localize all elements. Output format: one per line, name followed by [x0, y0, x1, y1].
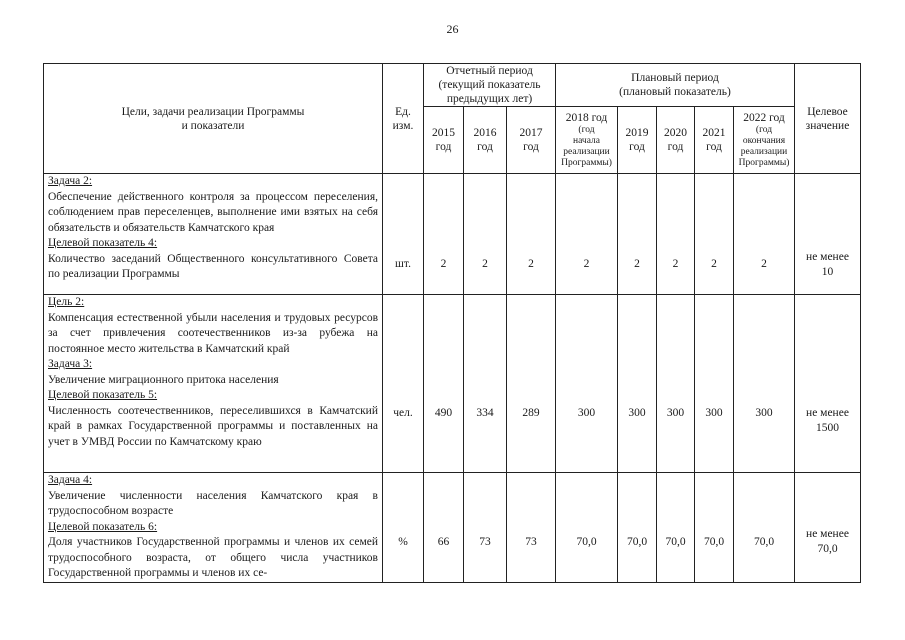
cell-2018: 70,0	[556, 473, 618, 583]
header-target: Целевое значение	[795, 64, 861, 174]
year-2019: 2019 год	[618, 107, 657, 174]
cell-2022: 2	[734, 174, 795, 295]
block-title: Задача 2:	[48, 175, 93, 187]
row-description	[44, 295, 383, 473]
cell-target: не менее 70,0	[795, 473, 861, 583]
block-title: Целевой показатель 4:	[48, 237, 158, 249]
page-number: 26	[446, 22, 459, 36]
cell-2022: 70,0	[734, 473, 795, 583]
cell-2017: 289	[507, 295, 556, 473]
cell-2019: 70,0	[618, 473, 657, 583]
block-title: Цель 2:	[48, 296, 85, 308]
cell-target: не менее 1500	[795, 295, 861, 473]
cell-2021: 70,0	[695, 473, 734, 583]
cell-2022: 300	[734, 295, 795, 473]
header-unit: Ед. изм.	[383, 64, 424, 174]
indicators-table	[43, 63, 861, 583]
cell-2020: 2	[657, 174, 695, 295]
row-description	[44, 473, 383, 583]
cell-2016: 2	[464, 174, 507, 295]
cell-2021: 2	[695, 174, 734, 295]
year-2020: 2020 год	[657, 107, 695, 174]
cell-2015: 2	[424, 174, 464, 295]
table-row	[44, 295, 861, 473]
year-2018-note: (год начала реализации Программы)	[561, 125, 612, 168]
cell-2020: 300	[657, 295, 695, 473]
year-2016: 2016 год	[464, 107, 507, 174]
block-text: Численность соотечественников, переселившихся в Камчатский край в рамках Государственной программы и поставленных на учет в УМВД России по Камчатскому краю	[48, 404, 378, 448]
block-text: Доля участников Государственной программы и членов их семей трудоспособного возраста, от общего числа участников Государственной программы и членов их се-	[48, 536, 378, 579]
cell-unit: шт.	[383, 174, 424, 295]
block-title: Задача 3:	[48, 358, 93, 370]
block-title: Целевой показатель 6:	[48, 520, 158, 533]
year-2017: 2017 год	[507, 107, 556, 174]
year-2022-note: (год окончания реализации Программы)	[738, 125, 790, 168]
year-2018: 2018 год (год начала реализации Программы)	[556, 107, 618, 174]
block-text: Количество заседаний Общественного консультативного Совета по реализации Программы	[48, 252, 378, 280]
year-2015: 2015 год	[424, 107, 464, 174]
cell-2016: 334	[464, 295, 507, 473]
header-planned-period: Плановый период (плановый показатель)	[556, 64, 795, 107]
block-text: Увеличение миграционного притока населения	[48, 373, 279, 386]
cell-2015: 490	[424, 295, 464, 473]
cell-2015: 66	[424, 473, 464, 583]
cell-2019: 2	[618, 174, 657, 295]
cell-target: не менее 10	[795, 174, 861, 295]
block-title: Целевой показатель 5:	[48, 389, 158, 401]
cell-2021: 300	[695, 295, 734, 473]
year-2021: 2021 год	[695, 107, 734, 174]
cell-2019: 300	[618, 295, 657, 473]
block-title: Задача 4:	[48, 474, 93, 486]
cell-2016: 73	[464, 473, 507, 583]
year-2022: 2022 год (год окончания реализации Программы)	[734, 107, 795, 174]
table-row	[44, 174, 861, 295]
row-description	[44, 174, 383, 295]
cell-2017: 2	[507, 174, 556, 295]
block-text: Компенсация естественной убыли населения и трудовых ресурсов за счет привлечения соотечественников из-за рубежа на постоянное место жительства в Камчатский край	[48, 311, 378, 355]
cell-2018: 300	[556, 295, 618, 473]
cell-unit: %	[383, 473, 424, 583]
cell-2020: 70,0	[657, 473, 695, 583]
cell-unit: чел.	[383, 295, 424, 473]
header-goals: Цели, задачи реализации Программы и показатели	[44, 64, 383, 174]
table-row	[44, 473, 861, 583]
cell-2018: 2	[556, 174, 618, 295]
header-row-1	[44, 64, 861, 107]
block-text: Обеспечение действенного контроля за процессом переселения, соблюдением прав переселенцев, выполнение ими взятых на себя обязательств и обязательств Камчатского края	[48, 190, 378, 234]
cell-2017: 73	[507, 473, 556, 583]
header-reporting-period: Отчетный период (текущий показатель предыдущих лет)	[424, 64, 556, 107]
block-text: Увеличение численности населения Камчатского края в трудоспособном возрасте	[48, 489, 378, 517]
